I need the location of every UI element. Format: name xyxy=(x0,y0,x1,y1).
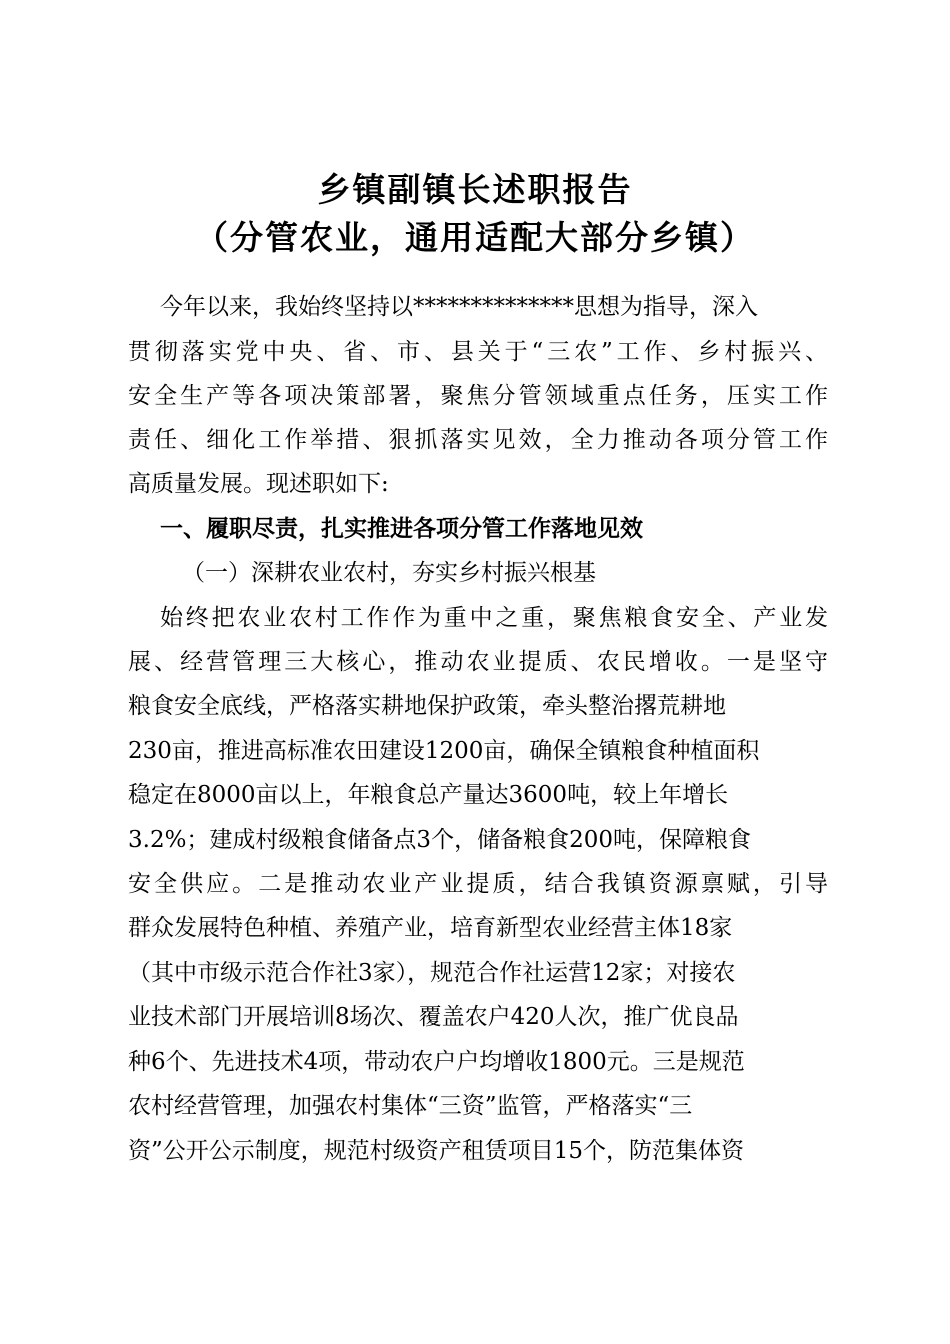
subsection-heading: （一）深耕农业农村，夯实乡村振兴根基 xyxy=(182,560,596,586)
paragraph-line: 粮食安全底线，严格落实耕地保护政策，牵头整治撂荒耕地 xyxy=(128,693,726,719)
paragraph-line: （其中市级示范合作社3家），规范合作社运营12家；对接农 xyxy=(128,960,736,986)
paragraph-line: 群众发展特色种植、养殖产业，培育新型农业经营主体18家 xyxy=(128,915,733,941)
paragraph-line: 责任、细化工作举措、狠抓落实见效，全力推动各项分管工作 xyxy=(128,427,828,453)
paragraph-line: 资”公开公示制度，规范村级资产租赁项目15个，防范集体资 xyxy=(128,1138,745,1164)
paragraph-line: 今年以来，我始终坚持以**************思想为指导，深入 xyxy=(160,294,758,320)
document-title: 乡镇副镇长述职报告 xyxy=(317,170,633,209)
paragraph-line: 安全生产等各项决策部署，聚焦分管领域重点任务，压实工作 xyxy=(128,383,828,409)
paragraph-line: 230亩，推进高标准农田建设1200亩，确保全镇粮食种植面积 xyxy=(128,738,760,764)
paragraph-line: 3.2%；建成村级粮食储备点3个，储备粮食200吨，保障粮食 xyxy=(128,827,751,853)
paragraph-line: 展、经营管理三大核心，推动农业提质、农民增收。一是坚守 xyxy=(128,649,828,675)
paragraph-line: 始终把农业农村工作作为重中之重，聚焦粮食安全、产业发 xyxy=(160,605,828,631)
paragraph-line: 高质量发展。现述职如下: xyxy=(128,471,389,497)
paragraph-line: 贯彻落实党中央、省、市、县关于“三农”工作、乡村振兴、 xyxy=(128,339,828,365)
section-heading: 一、履职尽责，扎实推进各项分管工作落地见效 xyxy=(160,516,643,542)
document-subtitle: （分管农业，通用适配大部分乡镇） xyxy=(195,218,755,257)
paragraph-line: 种6个、先进技术4项，带动农户户均增收1800元。三是规范 xyxy=(128,1049,745,1075)
paragraph-line: 安全供应。二是推动农业产业提质，结合我镇资源禀赋，引导 xyxy=(128,871,828,897)
paragraph-line: 业技术部门开展培训8场次、覆盖农户420人次，推广优良品 xyxy=(128,1004,739,1030)
paragraph-line: 稳定在8000亩以上，年粮食总产量达3600吨，较上年增长 xyxy=(128,782,729,808)
paragraph-line: 农村经营管理，加强农村集体“三资”监管，严格落实“三 xyxy=(128,1093,693,1119)
